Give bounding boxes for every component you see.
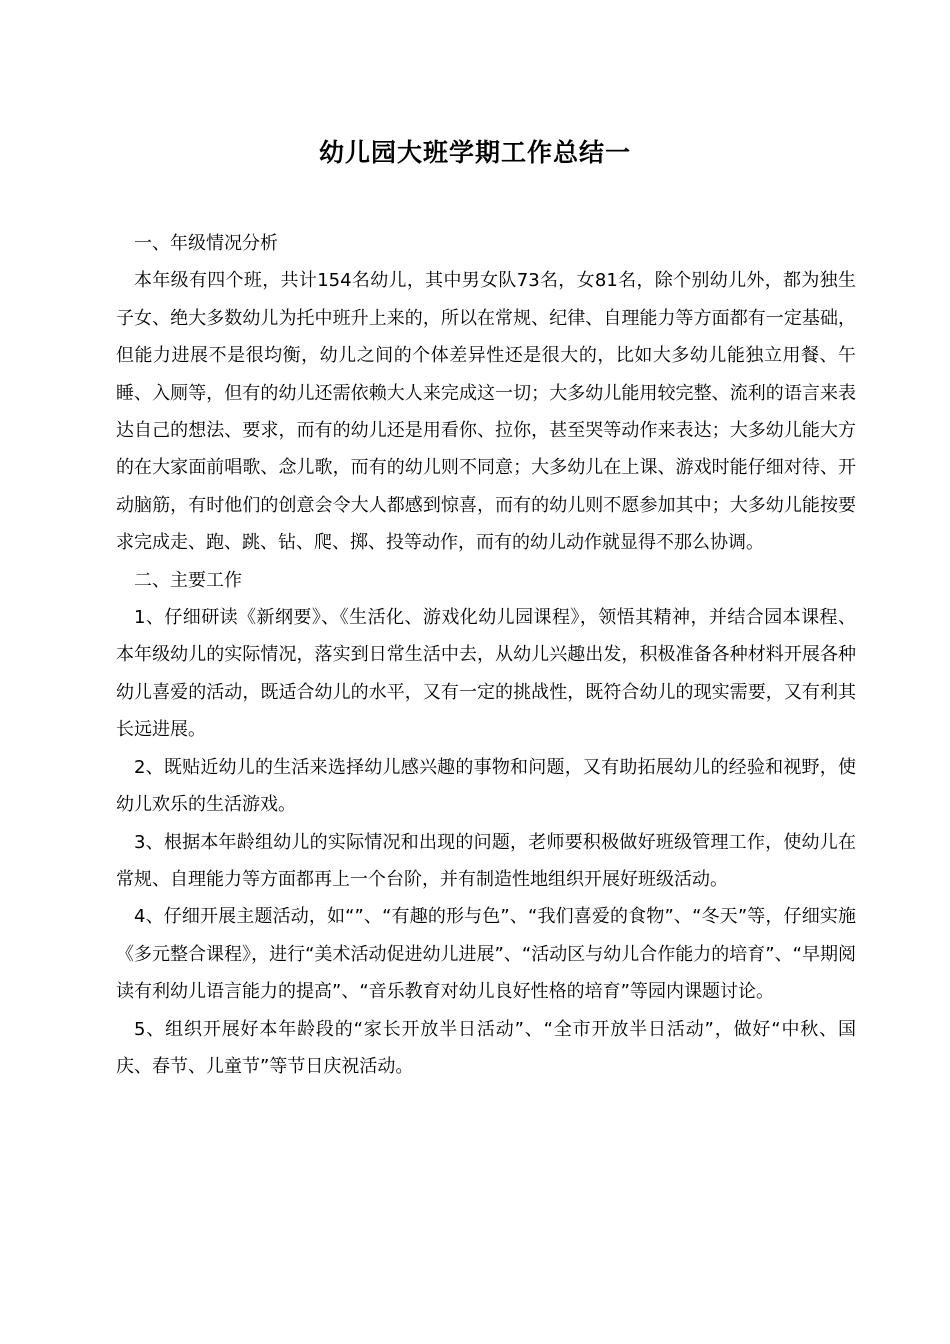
paragraph-analysis: 本年级有四个班，共计154名幼儿，其中男女队73名，女81名，除个别幼儿外，都为独生子女、绝大多数幼儿为托中班升上来的，所以在常规、纪律、自理能力等方面都有一定基础，但能力进展不是很均衡，幼儿之间的个体差异性还是很大的，比如大多幼儿能独立用餐、午睡、入厕等，但有的幼儿还需依赖大人来完成这一切；大多幼儿能用较完整、流利的语言来表达自己的想法、要求，而有的幼儿还是用看你、拉你，甚至哭等动作来表达；大多幼儿能大方的在大家面前唱歌、念儿歌，而有的幼儿则不同意；大多幼儿在上课、游戏时能仔细对待、开动脑筋，有时他们的创意会令大人都感到惊喜，而有的幼儿则不愿参加其中；大多幼儿能按要求完成走、跑、跳、钻、爬、掷、投等动作，而有的幼儿动作就显得不那么协调。 xyxy=(116,270,856,554)
paragraph-item-2: 2、既贴近幼儿的生活来选择幼儿感兴趣的事物和问题，又有助拓展幼儿的经验和视野，使幼儿欢乐的生活游戏。 xyxy=(116,756,856,816)
section-heading-analysis: 一、年级情况分析 xyxy=(134,233,278,254)
paragraph-item-4: 4、仔细开展主题活动，如“”、“有趣的形与色”、“我们喜爱的食物”、“冬天”等，仔细实施《多元整合课程》，进行“美术活动促进幼儿进展”、“活动区与幼儿合作能力的培育”、“早期阅读有利幼儿语言能力的提高”、“音乐教育对幼儿良好性格的培育”等园内课题讨论。 xyxy=(116,906,856,1003)
section-heading-main-work: 二、主要工作 xyxy=(134,569,242,591)
paragraph-item-3: 3、根据本年龄组幼儿的实际情况和出现的问题，老师要积极做好班级管理工作，使幼儿在常规、自理能力等方面都再上一个台阶，并有制造性地组织开展好班级活动。 xyxy=(116,831,856,890)
paragraph-item-1: 1、仔细研读《新纲要》、《生活化、游戏化幼儿园课程》，领悟其精神，并结合园本课程、本年级幼儿的实际情况，落实到日常生活中去，从幼儿兴趣出发，积极准备各种材料开展各种幼儿喜爱的活动，既适合幼儿的水平，又有一定的挑战性，既符合幼儿的现实需要，又有利其长远进展。 xyxy=(116,607,856,741)
paragraph-item-5: 5、组织开展好本年龄段的“家长开放半日活动”、“全市开放半日活动”，做好“中秋、国庆、春节、儿童节”等节日庆祝活动。 xyxy=(116,1018,856,1077)
document-title: 幼儿园大班学期工作总结一 xyxy=(318,138,631,167)
document-body xyxy=(116,225,856,1085)
